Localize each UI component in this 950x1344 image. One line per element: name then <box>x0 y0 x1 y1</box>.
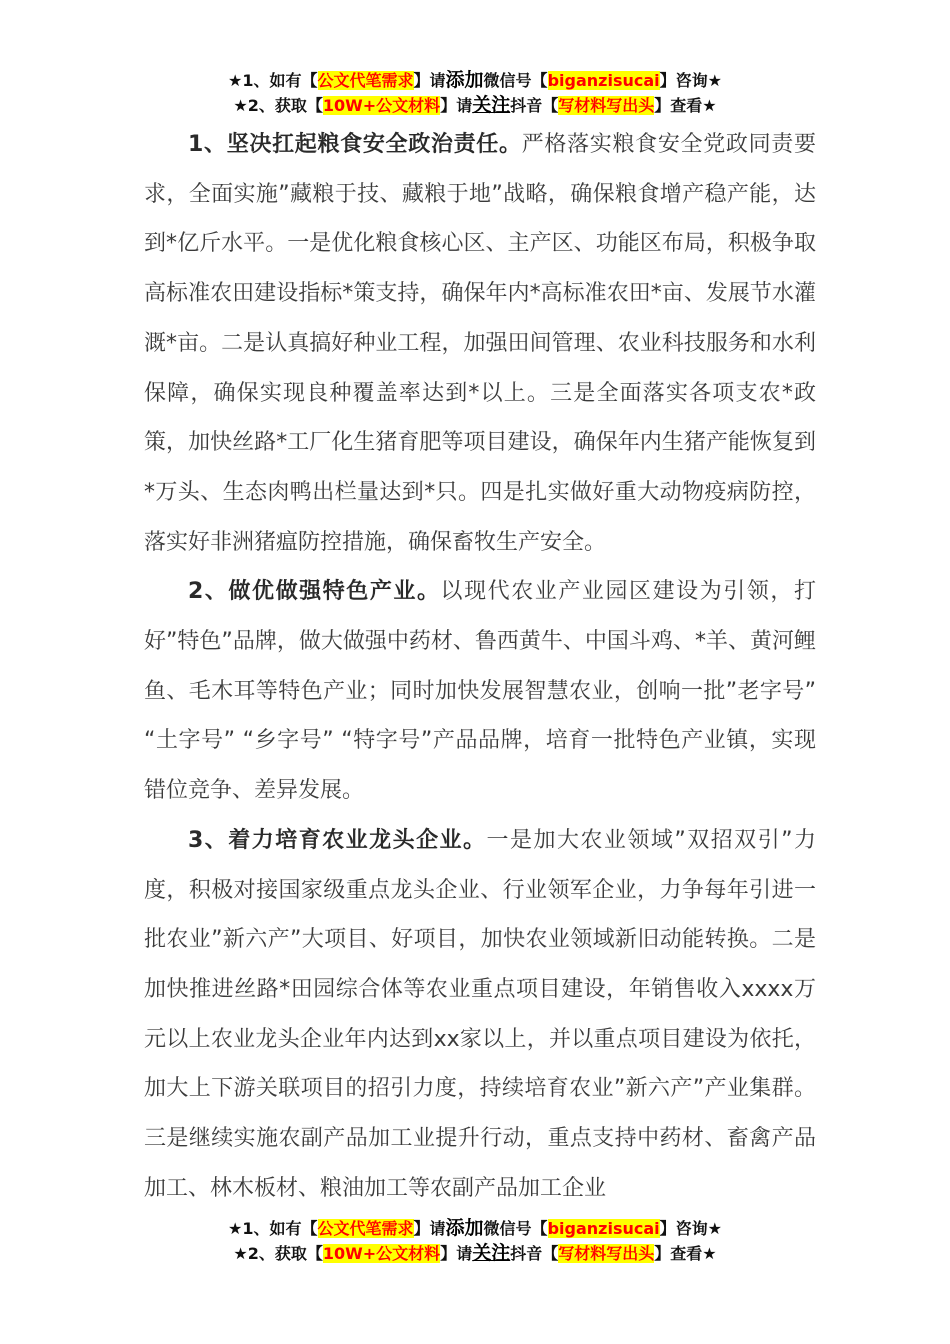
emphasis-add: 添加 <box>445 69 484 91</box>
paragraph-2-heading: 2、做优做强特色产业。 <box>188 579 441 605</box>
footer-highlight-wechat-id: biganzisucai <box>547 1219 660 1238</box>
paragraph-2-text: 以现代农业产业园区建设为引领，打好”特色”品牌，做大做强中药材、鲁西黄牛、中国斗鸡、*羊、黄河鲤鱼、毛木耳等特色产业；同时加快发展智慧农业，创响一批”老字号” “土字号” “乡字号” “特字号”产品品牌，培育一批特色产业镇，实现错位竞争、差异发展。 <box>144 579 816 804</box>
footer-highlight-douyin-account: 写材料写出头 <box>558 1244 655 1263</box>
document-body <box>144 120 816 1213</box>
highlight-ghostwriting: 公文代笔需求 <box>317 71 414 90</box>
highlight-materials: 10W+公文材料 <box>322 96 441 115</box>
footer-line-2: ★2、获取【10W+公文材料】请关注抖音【写材料写出头】查看★ <box>233 1242 717 1264</box>
header-banner <box>0 68 950 118</box>
paragraph-3-text: 一是加大农业领域”双招双引”力度，积极对接国家级重点龙头企业、行业领军企业，力争每年引进一批农业”新六产”大项目、好项目，加快农业领域新旧动能转换。二是加快推进丝路*田园综合体等农业重点项目建设，年销售收入xxxx万元以上农业龙头企业年内达到xx家以上，并以重点项目建设为依托，加大上下游关联项目的招引力度，持续培育农业”新六产”产业集群。三是继续实施农副产品加工业提升行动，重点支持中药材、畜禽产品加工、林木板材、粮油加工等农副产品加工企业 <box>144 827 816 1201</box>
highlight-douyin-account: 写材料写出头 <box>558 96 655 115</box>
footer-emphasis-add: 添加 <box>445 1217 484 1239</box>
paragraph-1-heading: 1、坚决扛起粮食安全政治责任。 <box>188 132 522 157</box>
banner-line-2: ★2、获取【10W+公文材料】请关注抖音【写材料写出头】查看★ <box>233 94 717 116</box>
paragraph-3-heading: 3、着力培育农业龙头企业。 <box>188 827 487 853</box>
emphasis-follow: 关注 <box>472 94 511 116</box>
footer-highlight-materials: 10W+公文材料 <box>322 1244 441 1263</box>
footer-emphasis-follow: 关注 <box>472 1242 511 1264</box>
banner-line-1: ★1、如有【公文代笔需求】请添加微信号【biganzisucai】咨询★ <box>228 69 722 91</box>
highlight-wechat-id: biganzisucai <box>547 71 660 90</box>
paragraph-1-text: 严格落实粮食安全党政同责要求，全面实施”藏粮于技、藏粮于地”战略，确保粮食增产稳产能，达到*亿斤水平。一是优化粮食核心区、主产区、功能区布局，积极争取高标准农田建设指标*策支持，确保年内*高标准农田*亩、发展节水灌溉*亩。二是认真搞好种业工程，加强田间管理、农业科技服务和水利保障，确保实现良种覆盖率达到*以上。三是全面落实各项支农*政策，加快丝路*工厂化生猪育肥等项目建设，确保年内生猪产能恢复到*万头、生态肉鸭出栏量达到*只。四是扎实做好重大动物疫病防控，落实好非洲猪瘟防控措施，确保畜牧生产安全。 <box>144 132 816 555</box>
footer-line-1: ★1、如有【公文代笔需求】请添加微信号【biganzisucai】咨询★ <box>228 1217 722 1239</box>
paragraph-1 <box>144 120 816 567</box>
footer-banner <box>0 1216 950 1266</box>
paragraph-3 <box>144 816 816 1214</box>
footer-highlight-ghostwriting: 公文代笔需求 <box>317 1219 414 1238</box>
paragraph-2 <box>144 567 816 816</box>
